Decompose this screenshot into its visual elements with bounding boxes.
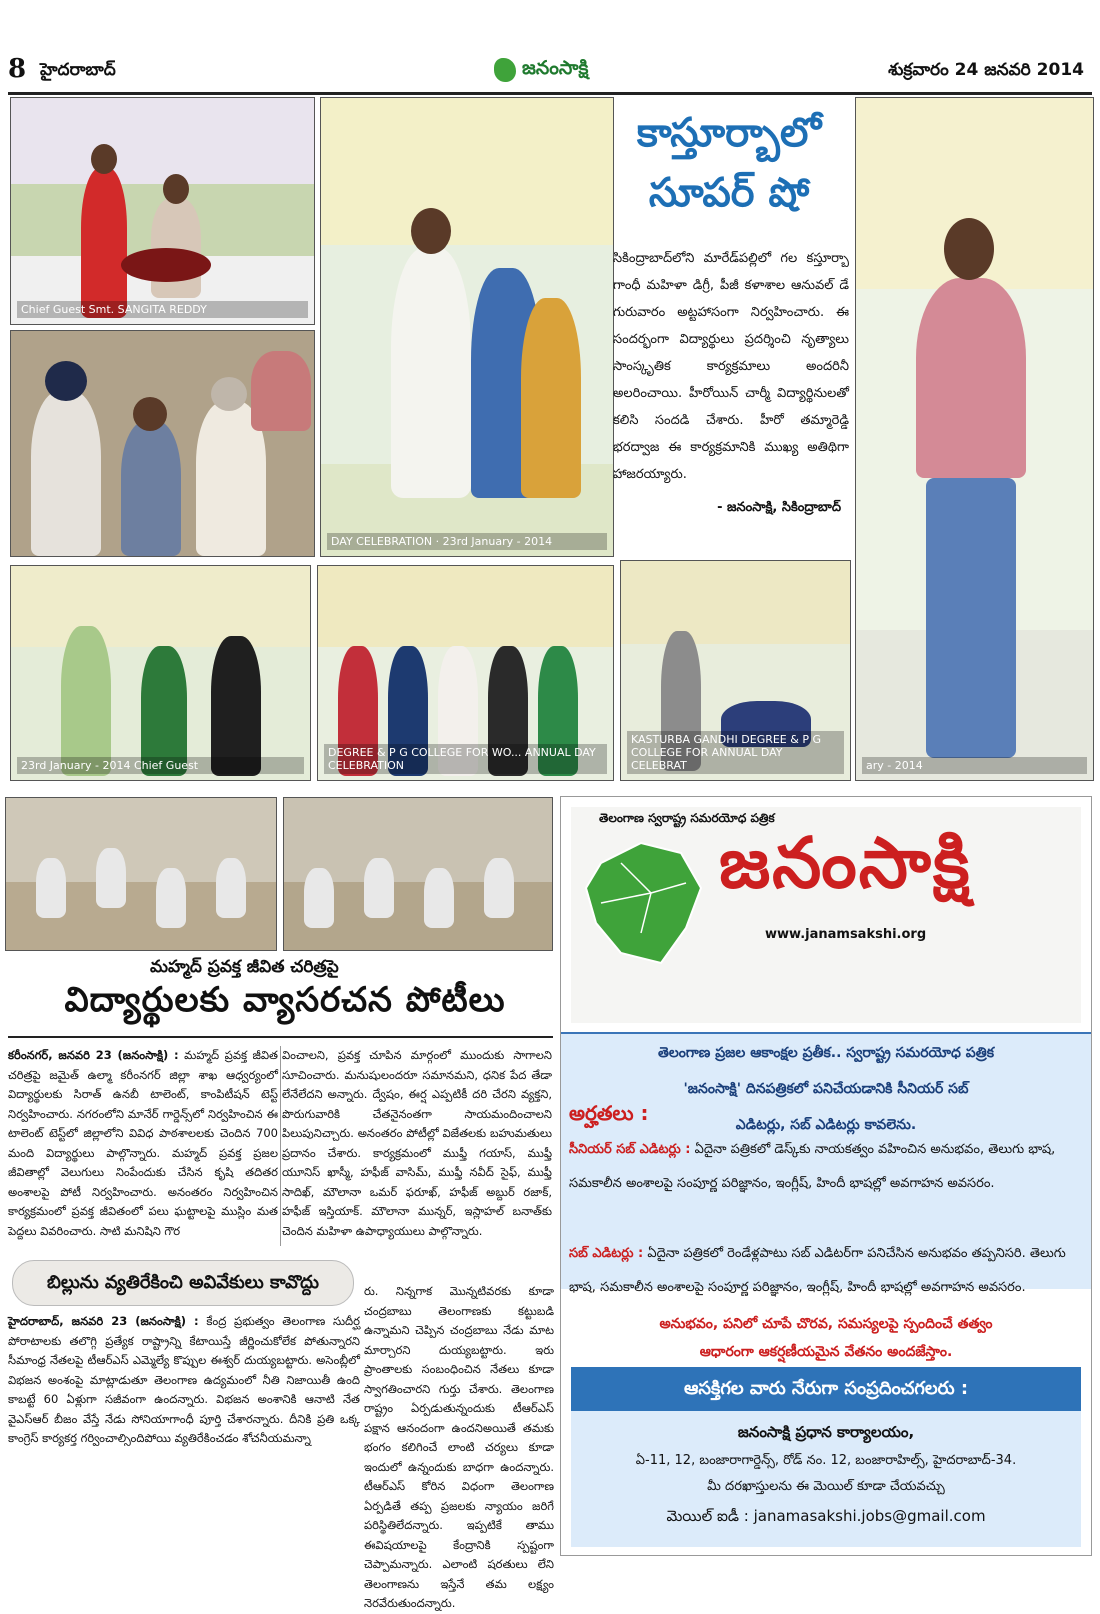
ad-qualification-2 — [569, 1237, 1085, 1305]
photo-audience — [10, 330, 315, 557]
ad-email-note: మీ దరఖాస్తులను ఈ మెయిల్ కూడా చేయవచ్చు — [707, 1479, 945, 1494]
ad-masthead — [571, 807, 1081, 1023]
ad-offer-1: అనుభవం, పనిలో చూపే చొరవ, సమస్యలపై స్పందించే తత్వం — [659, 1316, 993, 1332]
telangana-map-icon — [494, 58, 516, 82]
ad-intro-3: ఎడిటర్లు, సబ్ ఎడిటర్లు కావలెను. — [735, 1117, 917, 1133]
bill-text-2: రు. నిన్నగాక మొన్నటివరకు కూడా చంద్రబాబు తెలంగాణకు కట్టుబడి ఉన్నామని చెప్పిన చంద్రబాబు నేడు మాట మార్చారని దుయ్యబట్టారు. ఇరు ప్రాంతాలకు సంబంధించిన నేతలు కూడా స్వాగతించారని గుర్తు చేశారు. తెలంగాణ రాష్ట్రం ఏర్పడుతున్నందుకు టీఆర్ఎస్ పక్షాన ఆనందంగా ఉందనిఅయితే తమకు భంగం కలిగించే లాంటి చర్యలు కూడా ఇందులో ఉన్నందుకు బాధగా ఉందన్నారు. టీఆర్ఎస్ కోరిన విధంగా తెలంగాణ ఏర్పడితే తప్ప ప్రజలకు న్యాయం జరిగే పరిస్థితిలేదన్నారు. ఇప్పటికే తాము ఈవిషయాలపై కేంద్రానికి స్పష్టంగా చెప్పామన్నారు. ఎలాంటి షరతులు లేని తెలంగాణను ఇస్తేనే తమ లక్ష్యం నెరవేరుతుందన్నారు. — [364, 1284, 554, 1610]
ad-intro-1: తెలంగాణ ప్రజల ఆకాంక్షల ప్రతీక.. స్వరాష్ట్ర సమరయోధ పత్రిక — [657, 1045, 995, 1061]
telangana-map-icon — [581, 833, 711, 973]
edition-city: హైదరాబాద్ — [40, 60, 116, 80]
ad-offer-2: ఆధారంగా ఆకర్షణీయమైన వేతనం అందజేస్తాం. — [699, 1344, 953, 1360]
photo-exam-hall-1 — [5, 797, 277, 951]
essay-headline: విద్యార్థులకు వ్యాసరచన పోటీలు — [64, 980, 506, 1020]
bill-column-2 — [364, 1282, 554, 1614]
ad-contact-heading: ఆసక్తిగల వారు నేరుగా సంప్రదించగలరు : — [571, 1367, 1081, 1411]
photo-caption: ary - 2014 — [862, 757, 1087, 774]
ad-qualifications-heading: అర్హతలు : — [569, 1101, 649, 1125]
photo-caption: DEGREE & P G COLLEGE FOR WO... ANNUAL DAY CELEBRATION — [324, 744, 607, 774]
ad-tagline: తెలంగాణ స్వరాష్ట్ర సమరయోధ పత్రిక — [599, 811, 775, 825]
feature-title-line1: కాస్తూర్బాలో — [636, 110, 822, 156]
photo-dance-performance — [320, 97, 614, 557]
photo-caption: 23rd January - 2014 Chief Guest — [17, 757, 304, 774]
qual-text-senior: ఏదైనా పత్రికలో డెస్క్‌కు నాయకత్వం వహించిన అనుభవం, తెలుగు భాష, సమకాలీన అంశాలపై సంపూర్ణ పరిజ్ఞానం, ఇంగ్లీష్, హిందీ భాషల్లో అవగాహన అవసరం. — [569, 1142, 1056, 1191]
ad-address: ఏ-11, 12, బంజారాగార్డెన్స్, రోడ్ నం. 12, బంజారాహిల్స్, హైదరాబాద్-34. — [635, 1453, 1017, 1468]
essay-column-2 — [282, 1046, 552, 1241]
page-header — [8, 52, 1092, 95]
essay-text-2: వించాలని, ప్రవక్త చూపిన మార్గంలో ముందుకు సాగాలని సూచించారు. మనుషులందరూ సమానమని, ధనిక పేద తేడా లేనేలేదని అన్నారు. ద్వేషం, ఈర్ష ఎప్పటికీ దరి చేరని వ్యక్తని, పొరుగువారికి చేతనైనంతగా సాయమందించాలని పిలుపునిచ్చారు. అనంతరం పోటీల్లో విజేతలకు బహుమతులు ప్రదానం చేశారు. కార్యక్రమంలో ముఫ్తీ గయాస్, ముఫ్తీ యూనిస్ ఖాస్మీ, హఫీజ్ వాసిమ్, ముఫ్తీ నవీద్ సైఫ్, ముఫ్తీ సాదిఖ్, మౌలానా ఒమర్ ఫరూఖ్, హఫీజ్ అబ్దుర్ రజాక్, హఫీజ్ ఇస్తియాక్. మౌలానా మున్నర్, ఇస్లాహల్ బనాత్‌కు చెందిన మహిళా ఉపాధ్యాయులు పాల్గొన్నారు. — [282, 1048, 552, 1238]
qual-text-sub: ఏదైనా పత్రికలో రెండేళ్లపాటు సబ్ ఎడిటర్‌గా పనిచేసిన అనుభవం తప్పనిసరి. తెలుగు భాష, సమకాలీన అంశాలపై సంపూర్ణ పరిజ్ఞానం, ఇంగ్లీష్, హిందీ భాషల్లో అవగాహన అవసరం. — [569, 1246, 1066, 1295]
essay-text-1: మహ్మద్ ప్రవక్త జీవిత చరిత్రపై జమైత్ ఉల్మా కరీంనగర్ జిల్లా శాఖ ఆధ్వర్యంలో విద్యార్థులకు సిరాత్ ఉనబీ టాలెంట్, కాంపిటీషన్ టెస్ట్ నిర్వహించారు. నగరంలోని మానేర్ గార్డెన్స్‌లో నిర్వహించిన ఈ టాలెంట్ టెస్ట్‌లో జిల్లాలోని వివిధ పాఠశాలలకు చెందిన 700 మంది విద్యార్థులు పాల్గొన్నారు. మహ్మద్ ప్రవక్త ప్రజల జీవితాల్లో వెలుగులు నింపేందుకు చేసిన కృషి తదితర అంశాలపై పోటీ నిర్వహించారు. అనంతరం నిర్వహించిన కార్యక్రమంలో ప్రవక్త జీవితంలో పలు ఘట్టాలపై ముస్లిం మత పెద్దలు వివరించారు. సాటి మనిషిని గౌర — [8, 1048, 278, 1238]
issue-date: శుక్రవారం 24 జనవరి 2014 — [888, 60, 1084, 80]
ad-email[interactable]: మెయిల్ ఐడీ : janamasakshi.jobs@gmail.com — [666, 1507, 986, 1525]
photo-guitar-performance — [10, 97, 315, 325]
bill-column-1 — [8, 1312, 360, 1449]
column-divider — [280, 1046, 281, 1246]
job-advertisement — [560, 796, 1092, 1556]
ad-url[interactable]: www.janamsakshi.org — [765, 927, 927, 942]
bill-text-1: కేంద్ర ప్రభుత్వం తెలంగాణ సుదీర్ఘ పోరాటాలకు తలొగ్గి ప్రత్యేక రాష్ట్రాన్ని కేటాయిస్తే జీర్ణించుకోలేక పోతున్నారని సీమాంధ్ర నేతలపై టీఆర్ఎస్ ఎమ్మెల్యే కొప్పుల ఈశ్వర్ దుయ్యబట్టారు. అసెంబ్లీలో విభజన అంశంపై మాట్లాడుతూ తెలంగాణ ఉద్యమంలో నీతి నిజాయితీ ఉంది కాబట్టే 60 ఏళ్లుగా సజీవంగా ఉందన్నారు. విభజన అంశానికి ఆనాటి నేత వైఎస్ఆర్ బీజం వేస్తే నేడు సోనియాగాంధీ పూర్తి చేశారన్నారు. దీనికి ప్రతి ఒక్క కాంగ్రెస్ కార్యకర్త గర్వించాల్సిందిపోయి వ్యతిరేకించడం శోచనీయమన్నా — [8, 1314, 360, 1445]
ad-logo: జనంసాక్షి — [719, 821, 972, 904]
photo-actress — [855, 97, 1094, 781]
qual-label-sub: సబ్ ఎడిటర్లు : — [569, 1246, 644, 1261]
ad-intro-2: 'జనంసాక్షి' దినపత్రికలో పనిచేయడానికి సీనియర్ సబ్ — [683, 1081, 969, 1097]
essay-dateline: కరీంనగర్, జనవరి 23 (జనంసాక్షి) : — [8, 1048, 179, 1062]
photo-caption: Chief Guest Smt. SANGITA REDDY — [17, 301, 308, 318]
photo-caption: KASTURBA GANDHI DEGREE & P G COLLEGE FOR ANNUAL DAY CELEBRAT — [627, 731, 844, 774]
essay-column-1 — [8, 1046, 278, 1241]
feature-byline: - జనంసాక్షి, సికింద్రాబాద్ — [717, 500, 841, 515]
feature-headline — [613, 103, 845, 248]
bill-headline: బిల్లును వ్యతిరేకించి అవివేకులు కావొద్దు — [46, 1272, 320, 1293]
masthead-logo — [494, 55, 588, 85]
feature-title-line2: సూపర్ షో — [648, 170, 810, 216]
photo-exam-hall-2 — [283, 797, 553, 951]
photo-stage-dance — [10, 565, 311, 781]
bill-headline-box — [12, 1260, 354, 1306]
paper-name: జనంసాక్షి — [522, 56, 589, 79]
photo-group — [317, 565, 614, 781]
ad-office: జనంసాక్షి ప్రధాన కార్యాలయం, — [737, 1423, 915, 1441]
qual-label-senior: సీనియర్ సబ్ ఎడిటర్లు : — [569, 1142, 691, 1157]
divider — [8, 1036, 553, 1038]
feature-body: సికింద్రాబాద్‌లోని మారేడ్‌పల్లిలో గల కస్తూర్బా గాంధీ మహిళా డిగ్రీ, పీజీ కళాశాల ఆనువల్ డే గురువారం అట్టహాసంగా నిర్వహించారు. ఈ సందర్భంగా విద్యార్థులు ప్రదర్శించి నృత్యాలు సాంస్కృతిక కార్యక్రమాలు అందరినీ అలరించాయి. హీరోయిన్ చార్మీ విద్యార్థినులతో కలిసి సందడి చేశారు. హీరో తమ్మారెడ్డి భరద్వాజ ఈ కార్యక్రమానికి ముఖ్య అతిథిగా హాజరయ్యారు. — [613, 251, 849, 482]
photo-caption: DAY CELEBRATION · 23rd January - 2014 — [327, 533, 607, 550]
ad-contact-panel — [571, 1367, 1081, 1547]
bill-dateline: హైదరాబాద్, జనవరి 23 (జనంసాక్షి) : — [8, 1314, 199, 1328]
page-number: 8 — [8, 54, 27, 84]
essay-kicker: మహ్మద్ ప్రవక్త జీవిత చరిత్రపై — [150, 957, 339, 977]
photo-performance — [620, 560, 851, 781]
feature-article — [613, 245, 849, 521]
ad-qualification-1 — [569, 1133, 1085, 1201]
